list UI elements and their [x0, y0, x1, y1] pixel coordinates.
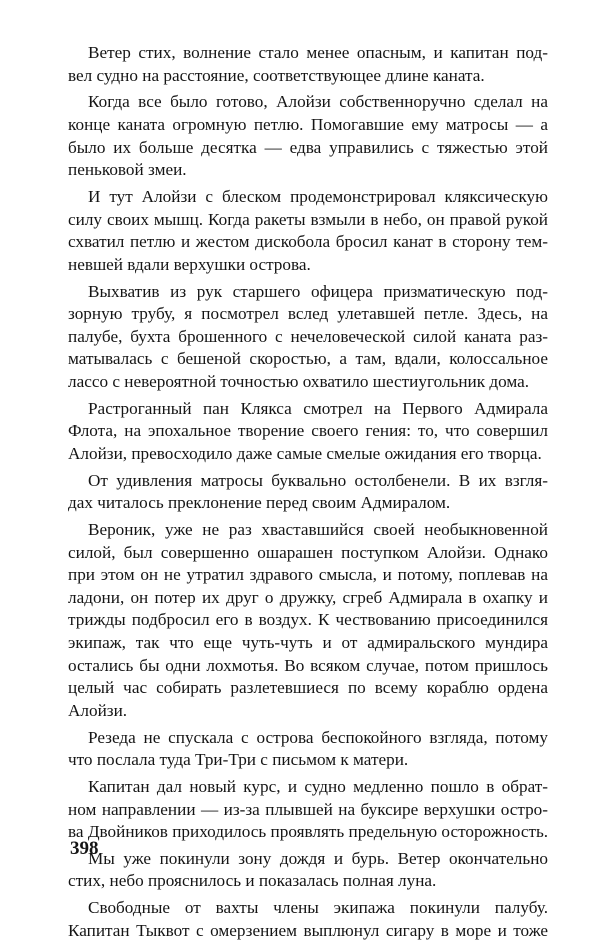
text-line: ладони, он потер их друг о дружку, сгреб Адмирала в охапку и	[68, 587, 548, 607]
text-line: Свободные от вахты члены экипажа покинули палубу.	[88, 898, 548, 918]
text-line: экипаж, так что еще чуть-чуть и от адмиральского мундира	[68, 632, 548, 652]
text-line: От удивления матросы буквально остолбенели. В их взгля-	[88, 470, 548, 490]
text-line: Резеда не спускала с острова беспокойного взгляда, потому	[88, 727, 548, 747]
text-line: конце каната огромную петлю. Помогавшие ему матросы — а	[68, 114, 548, 134]
text-line: ва Двойников приходилось проявлять предельную осторожность.	[68, 822, 549, 842]
text-line: Ветер стих, волнение стало менее опасным, и капитан под-	[88, 43, 548, 62]
paragraph	[68, 848, 548, 893]
paragraph	[68, 42, 548, 87]
text-line: пеньковой змеи.	[68, 160, 187, 180]
paragraph	[68, 281, 548, 394]
text-line: что послала туда Три-Три с письмом к матери.	[68, 750, 409, 770]
text-line: Алойзи, превосходило даже самые смелые ожидания его творца.	[68, 443, 542, 463]
text-line: остались бы одни лохмотья. Во всяком случае, потом пришлось	[68, 655, 548, 675]
text-line: Мы уже покинули зону дождя и бурь. Ветер окончательно	[88, 848, 548, 868]
text-line: вел судно на расстояние, соответствующее длине каната.	[68, 65, 485, 85]
text-line: Флота, на эпохальное творение своего гения: то, что совершил	[68, 421, 548, 441]
text-line: И тут Алойзи с блеском продемонстрировал кляксическую	[88, 186, 548, 206]
text-line: схватил петлю и жестом дискобола бросил канат в сторону тем-	[68, 232, 548, 252]
text-line: лассо с невероятной точностью охватило шестиугольник дома.	[68, 371, 530, 391]
paragraph	[68, 776, 548, 844]
text-line: было их больше десятка — едва управились с тяжестью этой	[68, 137, 548, 157]
text-line: Выхватив из рук старшего офицера призматическую под-	[88, 281, 548, 301]
text-line: ном направлении — из-за плывшей на буксире верхушки остро-	[68, 799, 548, 819]
text-line: невшей вдали верхушки острова.	[68, 254, 311, 274]
text-line: палубе, бухта брошенного с нечеловеческой силой каната раз-	[68, 326, 548, 346]
paragraph	[68, 470, 548, 515]
text-line: силу своих мышц. Когда ракеты взмыли в небо, он правой рукой	[68, 209, 548, 229]
paragraph	[68, 519, 548, 722]
text-line: силой, был совершенно ошарашен поступком Алойзи. Однако	[68, 542, 548, 562]
page-number: 398	[70, 838, 99, 859]
text-line: Когда все было готово, Алойзи собственноручно сделал на	[88, 92, 548, 112]
text-line: дах читалось преклонение перед своим Адмиралом.	[68, 493, 451, 513]
page-text	[68, 42, 548, 947]
text-line: стих, небо прояснилось и показалась полная луна.	[68, 871, 437, 891]
text-line: матывалась с бешеной скоростью, а там, вдали, колоссальное	[68, 349, 548, 369]
text-line: Вероник, уже не раз хваставшийся своей необыкновенной	[88, 520, 548, 539]
text-line: Капитан дал новый курс, и судно медленно пошло в обрат-	[88, 776, 548, 796]
text-line: Капитан Тыквот с омерзением выплюнул сигару в море и тоже	[68, 920, 548, 940]
text-line: трижды подбросил его в воздух. К чествованию присоединился	[68, 610, 548, 630]
text-line: зорную трубу, я посмотрел вслед улетавшей петле. Здесь, на	[68, 304, 548, 324]
paragraph	[68, 186, 548, 276]
paragraph	[68, 897, 548, 942]
text-line: Алойзи.	[68, 700, 128, 720]
paragraph	[68, 91, 548, 181]
text-line: целый час собирать разлетевшиеся по всему кораблю ордена	[68, 678, 548, 698]
text-line: при этом он не утратил здравого смысла, и потому, поплевав на	[68, 565, 548, 585]
paragraph	[68, 727, 548, 772]
paragraph	[68, 398, 548, 466]
text-line: Растроганный пан Клякса смотрел на Первого Адмирала	[88, 398, 548, 418]
